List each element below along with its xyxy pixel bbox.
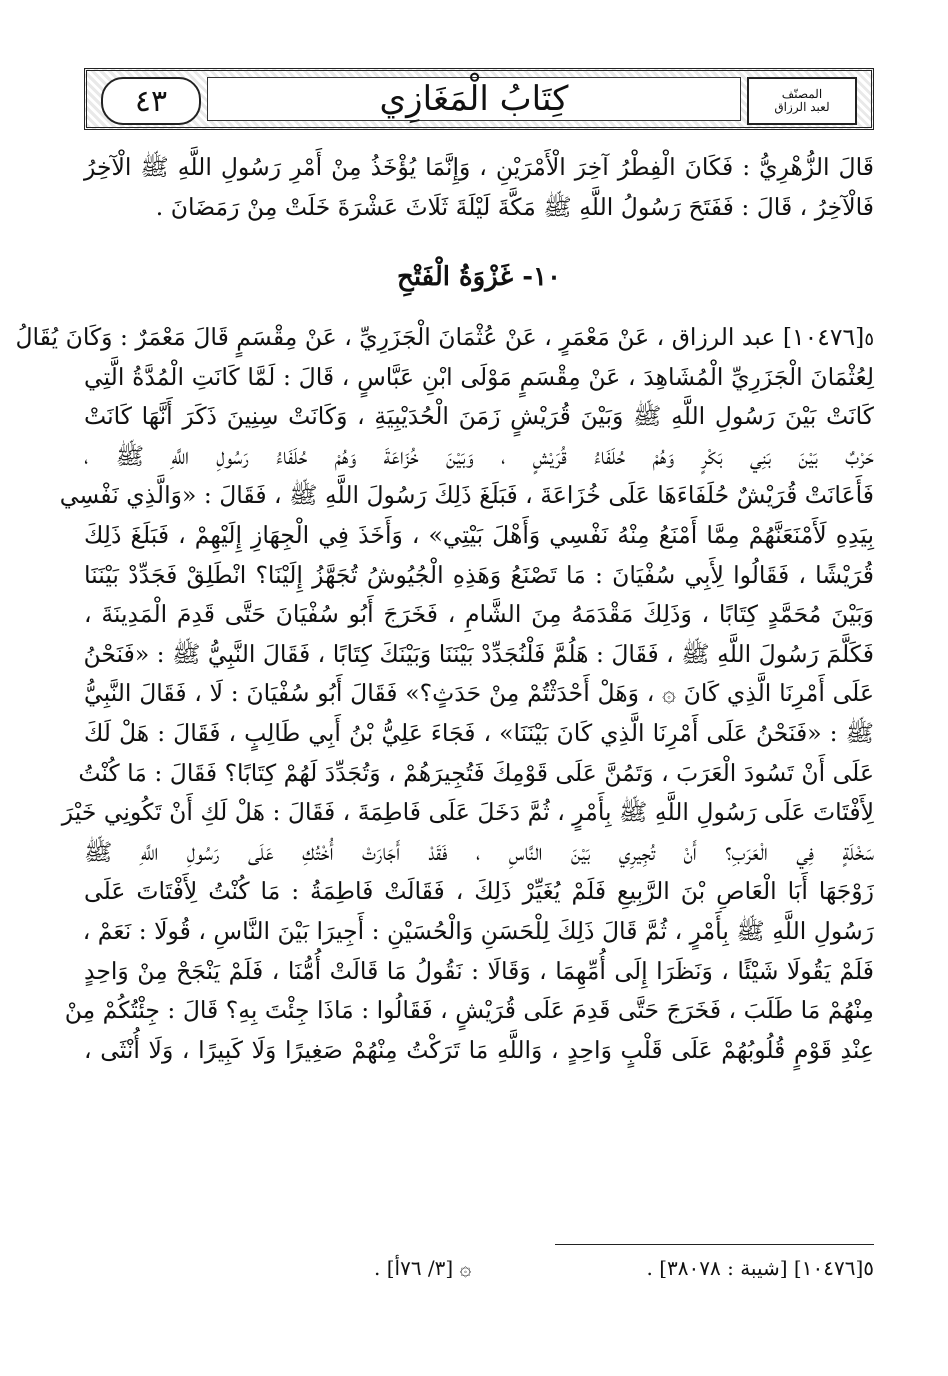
- hadith-line: حَرْبٌ بَيْنَ بَنِي بَكْرٍ وَهُمْ حُلَفَاءُ قُرَيْشٍ ، وَبَيْنَ خُزَاعَةَ وَهُمْ حُلَفَاءُ رَسُولِ اللَّهِ ﷺ ،: [84, 441, 874, 470]
- hadith-line: فَكَلَّمَ رَسُولَ اللَّهِ ﷺ ، فَقَالَ : هَلُمَّ فَلْنُجَدِّدْ بَيْنَنَا وَبَيْنَكَ كِتَابًا ، فَقَالَ النَّبِيُّ ﷺ : «فَنَحْنُ: [83, 639, 874, 668]
- intro-paragraph: [84, 148, 874, 227]
- footnote-manuscript: ۞ [٣/ ٧٦أ] .: [374, 1256, 472, 1280]
- book-title: كِتَابُ الْمَغَازِي: [379, 79, 569, 119]
- hadith-line: كَانَتْ بَيْنَ رَسُولِ اللَّهِ ﷺ وَبَيْنَ قُرَيْشٍ زَمَنَ الْحُدَيْبِيَةِ ، وَكَانَتْ سِنِينَ ذَكَرَ أَنَّهَا كَانَتْ: [84, 402, 874, 431]
- book-logo: [747, 77, 857, 125]
- hadith-line: لِعُثْمَانَ الْجَزَرِيِّ الْمُشَاهِدَ ، عَنْ مِقْسَمٍ مَوْلَى ابْنِ عَبَّاسٍ ، قَالَ : لَمَّا كَانَتِ الْمُدَّةُ الَّتِي: [84, 362, 874, 391]
- hadith-line: مِنْهُمْ مَا طَلَبَ ، فَخَرَجَ حَتَّى قَدِمَ عَلَى قُرَيْشٍ ، فَقَالُوا : مَاذَا جِئْتَ بِهِ؟ قَالَ : جِئْتُكُمْ مِنْ: [64, 996, 874, 1025]
- page-header: [84, 68, 874, 130]
- hadith-line: عِنْدِ قَوْمٍ قُلُوبُهُمْ عَلَى قَلْبٍ وَاحِدٍ ، وَاللَّهِ مَا تَرَكْتُ مِنْهُمْ صَغِيرًا وَلَا كَبِيرًا ، وَلَا أُنْثَى ،: [84, 1035, 874, 1064]
- hadith-marker: ٥: [864, 329, 874, 350]
- hadith-line: فَلَمْ يَقُولَا شَيْئًا ، وَنَظَرَا إِلَى أُمِّهِمَا ، وَقَالَا : نَقُولُ مَا قَالَتْ أُمُّنَا ، فَلَمْ يَنْجَحْ مِنْ وَاحِدٍ: [84, 956, 874, 985]
- hadith-line-first: [15, 318, 874, 358]
- hadith-line: عَلَى أَنْ تَسُودَ الْعَرَبَ ، وَتَمُنَّ عَلَى قَوْمِكَ فَتُجِيرَهُمْ ، وَتُجَدِّدَ لَهُمْ كِتَابًا؟ فَقَالَ : مَا كُنْتُ: [78, 758, 874, 787]
- hadith-line: قُرَيْشًا ، فَقَالُوا لِأَبِي سُفْيَانَ : مَا تَصْنَعُ وَهَذِهِ الْجُيُوشُ تُجَهَّزُ إِلَيْنَا؟ انْطَلِقْ فَجَدِّدْ بَيْنَنَا: [84, 560, 874, 589]
- intro-line: فَالْآخِرُ ، قَالَ : فَفَتَحَ رَسُولُ اللَّهِ ﷺ مَكَّةَ لَيْلَةَ ثَلَاثَ عَشْرَةَ خَلَتْ مِنْ رَمَضَانَ .: [155, 192, 874, 221]
- intro-line: قَالَ الزُّهْرِيُّ : فَكَانَ الْفِطْرُ آخِرَ الْأَمْرَيْنِ ، وَإِنَّمَا يُؤْخَذُ مِنْ أَمْرِ رَسُولِ اللَّهِ ﷺ الْآخِرُ: [84, 153, 874, 181]
- logo-line-1: المصنّف: [781, 86, 823, 101]
- hadith-paragraph: [15, 318, 874, 1070]
- hadith-line: وَبَيْنَ مُحَمَّدٍ كِتَابًا ، وَذَلِكَ مَقْدَمَهُ مِنَ الشَّامِ ، فَخَرَجَ أَبُو سُفْيَانَ حَتَّى قَدِمَ الْمَدِينَةَ ،: [84, 600, 874, 629]
- hadith-line: رَسُولِ اللَّهِ ﷺ بِأَمْرٍ ، ثُمَّ قَالَ ذَلِكَ لِلْحَسَنِ وَالْحُسَيْنِ : أَجِيرَا بَيْنَ النَّاسِ ، قُولَا : نَعَمْ ،: [82, 916, 874, 945]
- page-number-badge: [101, 77, 201, 125]
- hadith-line: سَخْلَةٍ فِي الْعَرَبِ؟ أَنْ تُجِيرِي بَيْنَ النَّاسِ ، فَقَدْ أَجَارَتْ أُخْتُكِ عَلَى رَسُولِ اللَّهِ ﷺ: [84, 837, 874, 866]
- hadith-line-text: [١٠٤٧٦] عبد الرزاق ، عَنْ مَعْمَرٍ ، عَنْ عُثْمَانَ الْجَزَرِيِّ ، عَنْ مِقْسَمٍ قَالَ مَعْمَرٌ : وَكَانَ يُقَالُ: [15, 323, 865, 351]
- footnote-source: ٥[١٠٤٧٦] [شيبة : ٣٨٠٧٨] .: [646, 1256, 874, 1280]
- logo-line-2: لعبد الرزاق: [774, 100, 830, 114]
- footnotes: [84, 1256, 874, 1288]
- hadith-line: لِأَفْتَاتَ عَلَى رَسُولِ اللَّهِ ﷺ بِأَمْرٍ ، ثُمَّ دَخَلَ عَلَى فَاطِمَةَ ، فَقَالَ : هَلْ لَكِ أَنْ تَكُونِي خَيْرَ: [61, 798, 874, 827]
- hadith-line: فَأَعَانَتْ قُرَيْشٌ حُلَفَاءَهَا عَلَى خُزَاعَةَ ، فَبَلَغَ ذَلِكَ رَسُولَ اللَّهِ ﷺ ، فَقَالَ : «وَالَّذِي نَفْسِي: [59, 481, 874, 510]
- section-heading: ١٠- غَزْوَةُ الْفَتْحِ: [397, 262, 561, 292]
- hadith-line: ﷺ : «فَنَحْنُ عَلَى أَمْرِنَا الَّذِي كَانَ بَيْنَنَا» ، فَجَاءَ عَلِيُّ بْنُ أَبِي طَالِبٍ ، فَقَالَ : هَلْ لَكَ: [84, 718, 874, 747]
- page-number: ٤٣: [134, 83, 168, 119]
- hadith-line: بِيَدِهِ لَأَمْنَعَنَّهُمْ مِمَّا أَمْنَعُ مِنْهُ نَفْسِي وَأَهْلَ بَيْتِي» ، وَأَخَذَ فِي الْجِهَازِ إِلَيْهِمْ ، فَبَلَغَ ذَلِكَ: [84, 520, 874, 549]
- hadith-line: زَوْجَهَا أَبَا الْعَاصِ بْنَ الرَّبِيعِ فَلَمْ يُغَيِّرْ ذَلِكَ ، فَقَالَتْ فَاطِمَةُ : مَا كُنْتُ لِأَفْتَاتَ عَلَى: [84, 877, 874, 906]
- hadith-line: عَلَى أَمْرِنَا الَّذِي كَانَ ۞ ، وَهَلْ أَحْدَثْتُمْ مِنْ حَدَثٍ؟» فَقَالَ أَبُو سُفْيَانَ : لَا ، فَقَالَ النَّبِيُّ: [84, 679, 874, 708]
- footnote-divider: [555, 1244, 874, 1245]
- header-title-frame: [207, 77, 741, 121]
